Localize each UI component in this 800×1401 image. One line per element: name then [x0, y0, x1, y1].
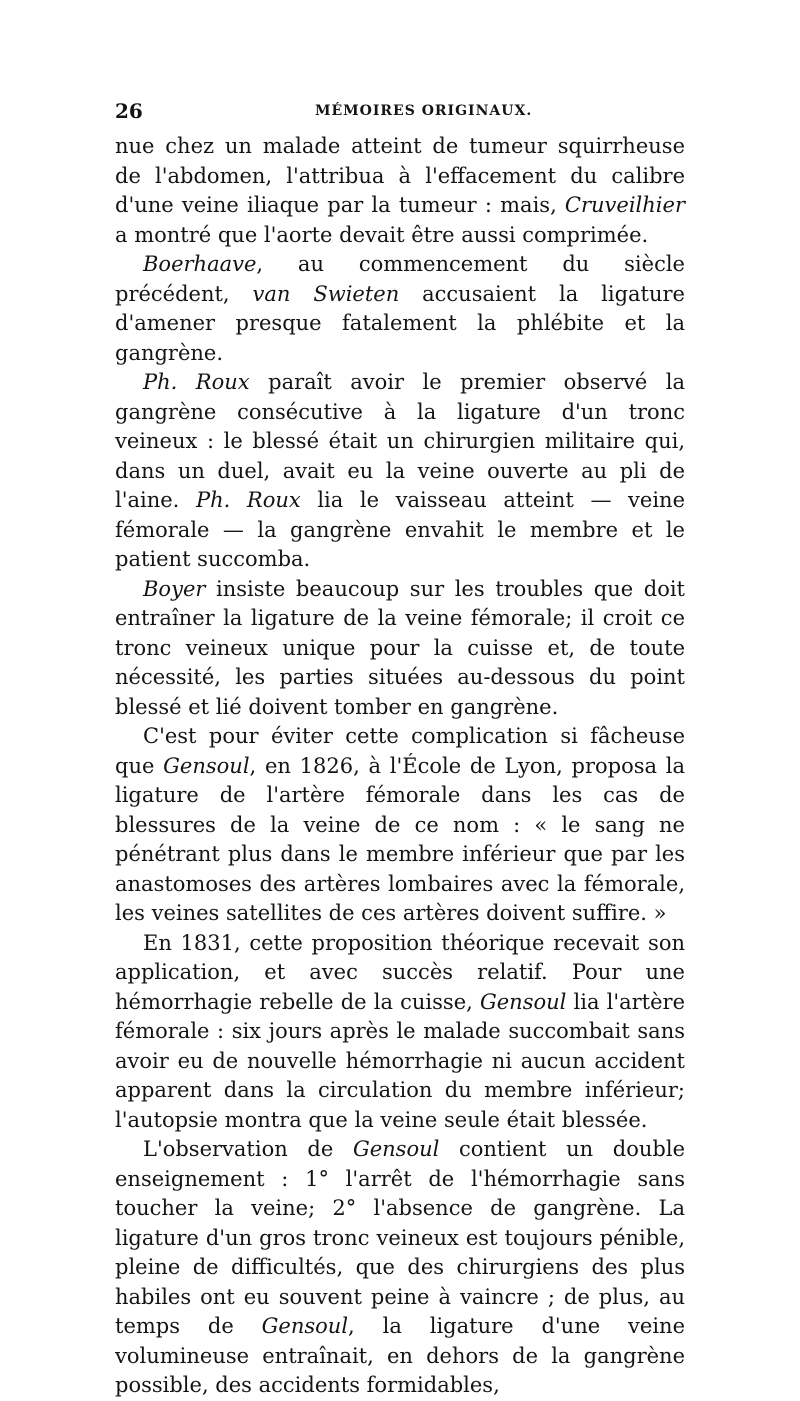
page-number: 26 — [115, 99, 143, 123]
italic-name: Gensoul — [261, 1314, 349, 1338]
body-text — [115, 132, 685, 1401]
text-segment: paraît avoir le premier observé la gangrène consécutive à la ligature d'un tronc veineux : le blessé était un chirurgien militaire qui, dans un duel, avait eu la veine ouverte au pli de l'aine. — [115, 370, 685, 512]
italic-name: van Swieten — [252, 281, 400, 306]
paragraph — [115, 575, 685, 723]
text-segment: accusaient la ligature d'amener presque fatalement la phlébite et la gangrène. — [115, 281, 685, 365]
italic-name: Ph. Roux — [143, 370, 250, 394]
text-segment: a montré que l'aorte devait être aussi comprimée. — [115, 222, 649, 247]
text-segment: contient un double enseignement : 1° l'arrêt de l'hémorrhagie sans toucher la veine; 2° l'absence de gangrène. La ligature d'un gros tronc veineux est toujours pénible, pleine de difficultés, que des chirurgiens des plus habiles ont eu souvent peine à vaincre ; de plus, au temps de — [115, 1137, 686, 1338]
text-segment: L'observation de — [143, 1137, 353, 1161]
text-segment: lia l'artère fémorale : six jours après le malade succombait sans avoir eu de nouvelle hémorrhagie ni aucun accident apparent dans la circulation du membre inférieur; l'autopsie montra que la veine seule était blessée. — [115, 989, 686, 1132]
italic-name: Boerhaave — [143, 252, 257, 276]
italic-name: Gensoul — [352, 1137, 440, 1161]
italic-name: Gensoul — [163, 753, 250, 778]
italic-name: Cruveilhier — [564, 193, 685, 217]
text-segment: , la ligature d'une veine volumineuse entraînait, en dehors de la gangrène possible, des accidents formidables, — [115, 1314, 685, 1397]
text-segment: C'est pour éviter cette complication si fâcheuse que — [115, 724, 685, 778]
page-header — [115, 98, 685, 124]
running-title: MÉMOIRES ORIGINAUX. — [315, 103, 533, 119]
paragraph — [115, 132, 685, 250]
text-segment: , en 1826, à l'École de Lyon, proposa la ligature de l'artère fémorale dans les cas de blessures de la veine de ce nom : « le sang ne pénétrant plus dans le membre inférieur que par les anastomoses des artères lombaires avec la fémorale, les veines satellites de ces artères doivent suffire. » — [115, 753, 685, 925]
text-segment: , au commencement du siècle précédent, — [115, 252, 685, 306]
italic-name: Ph. Roux — [195, 488, 301, 512]
paragraph — [115, 929, 685, 1136]
paragraph — [115, 250, 685, 368]
text-segment: insiste beaucoup sur les troubles que doit entraîner la ligature de la veine fémorale; il croit ce tronc veineux unique pour la cuisse et, de toute nécessité, les parties situées au-dessous du point blessé et lié doivent tomber en gangrène. — [115, 576, 685, 719]
paragraph — [115, 1135, 685, 1401]
paragraph — [115, 722, 685, 929]
italic-name: Boyer — [143, 576, 206, 601]
text-segment: lia le vaisseau atteint — veine fémorale — la gangrène envahit le membre et le patient succomba. — [115, 488, 686, 571]
text-segment: En 1831, cette proposition théorique recevait son application, et avec succès relatif. Pour une hémorrhagie rebelle de la cuisse, — [115, 930, 685, 1014]
text-segment: nue chez un malade atteint de tumeur squirrheuse de l'abdomen, l'attribua à l'effacement du calibre d'une veine iliaque par la tumeur : mais, — [115, 134, 685, 217]
paragraph — [115, 368, 685, 575]
italic-name: Gensoul — [479, 989, 567, 1014]
